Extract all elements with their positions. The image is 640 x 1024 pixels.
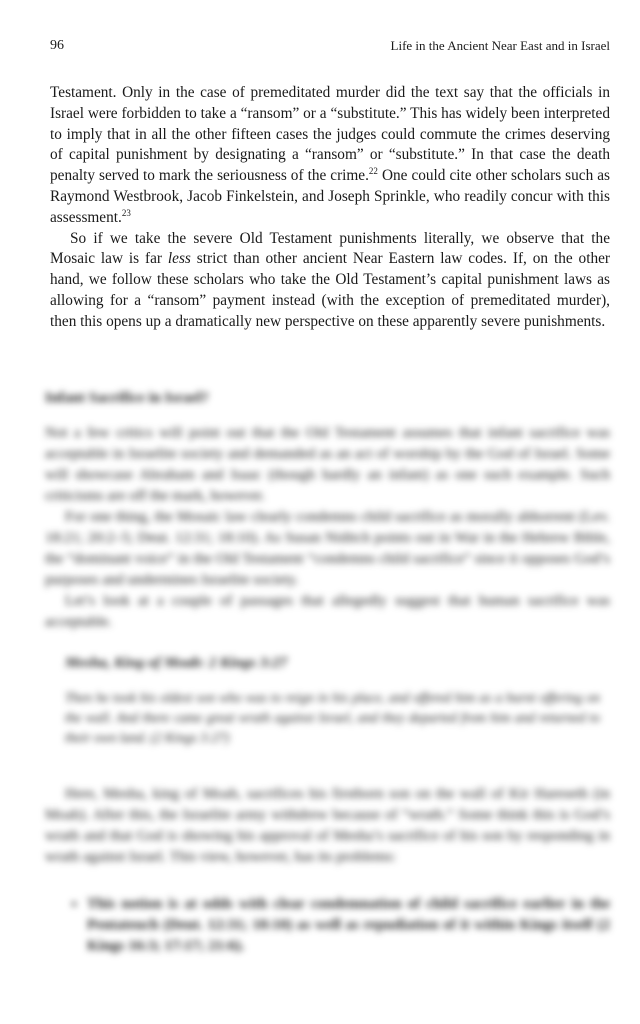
- blurred-paragraph-2: For one thing, the Mosaic law clearly condemns child sacrifice as morally abhorrent (Lev. 18:21; 20:2–5; Deut. 12:31; 18:10). As Susan Niditch points out in War in the Hebrew Bible, the “dominant voice” in the Old Testament “condemns child sacrifice” since it opposes God’s purposes and undermines Israelite society.: [45, 509, 610, 588]
- section-heading: Infant Sacrifice in Israel?: [45, 390, 209, 406]
- paragraph-2-emphasis: less: [167, 250, 191, 268]
- page-header: [50, 38, 610, 60]
- block-quote: Then he took his oldest son who was to reign in his place, and offered him as a burnt offering on the wall. And there came great wrath against Israel, and they departed from him and returned to their own land. (2 Kings 3:27): [65, 690, 600, 745]
- footnote-ref-22[interactable]: 22: [368, 166, 378, 177]
- bullet-list: [65, 894, 610, 957]
- paragraph-2-text-b: strict than other ancient Near Eastern law codes. If, on the other hand, we follow these scholars who take the Old Testament’s capital punishment laws as allowing for a “ransom” payment instead (with the exception of premeditated murder), then this opens up a dramatically new perspective on these apparently severe punishments.: [50, 250, 610, 330]
- paragraph-1-text-a: Testament. Only in the case of premeditated murder did the text say that the officials in Israel were forbidden to take a “ransom” or a “substitute.” This has widely been interpreted to imply that in all the other fifteen cases the judges could commute the crimes deserving of capital punishment by designating a “ransom” or “substitute.” In that case the death penalty served to mark the seriousness of the crime.: [50, 84, 610, 185]
- paragraph-1: [50, 83, 610, 229]
- paragraph-2-text-a: So if we take the severe Old Testament punishments literally, we observe that the Mosaic law is far: [50, 229, 610, 268]
- blurred-paragraph-3: Let’s look at a couple of passages that allegedly suggest that human sacrifice was acceptable.: [45, 593, 610, 630]
- running-title: Life in the Ancient Near East and in Israel: [390, 38, 610, 53]
- body-text: [50, 83, 610, 333]
- page-number: 96: [50, 38, 64, 53]
- paragraph-2: [50, 229, 610, 333]
- bullet-item: • This notion is at odds with clear condemnation of child sacrifice earlier in the Pentateuch (Deut. 12:31; 18:10) as well as repudiation of it within Kings itself (2 Kings 16:3; 17:17; 21:6).: [87, 894, 610, 957]
- blurred-paragraph-1: Not a few critics will point out that the Old Testament assumes that infant sacrifice was acceptable in Israelite society and demanded as an act of worship by the God of Israel. Some will showcase Abraham and Isaac (though hardly an infant) as one such example. Such criticisms are off the mark, however.: [45, 425, 610, 504]
- paragraph-1-text-b: One could cite other scholars such as Raymond Westbrook, Jacob Finkelstein, and Joseph Sprinkle, who readily concur with this assessment.: [50, 167, 610, 226]
- footnote-ref-23[interactable]: 23: [121, 207, 131, 218]
- blurred-paragraph-4: Here, Mesha, king of Moab, sacrifices his firstborn son on the wall of Kir Hareseth (in Moab). After this, the Israelite army withdrew because of “wrath.” Some think this is God’s wrath and that God is showing his approval of Mesha’s sacrifice of his son by responding in wrath against Israel. This view, however, has its problems:: [45, 786, 610, 865]
- sidebar-block: [65, 653, 610, 748]
- blurred-section: [45, 388, 610, 957]
- block-subheading: Mesha, King of Moab: 2 Kings 3:27: [65, 655, 288, 671]
